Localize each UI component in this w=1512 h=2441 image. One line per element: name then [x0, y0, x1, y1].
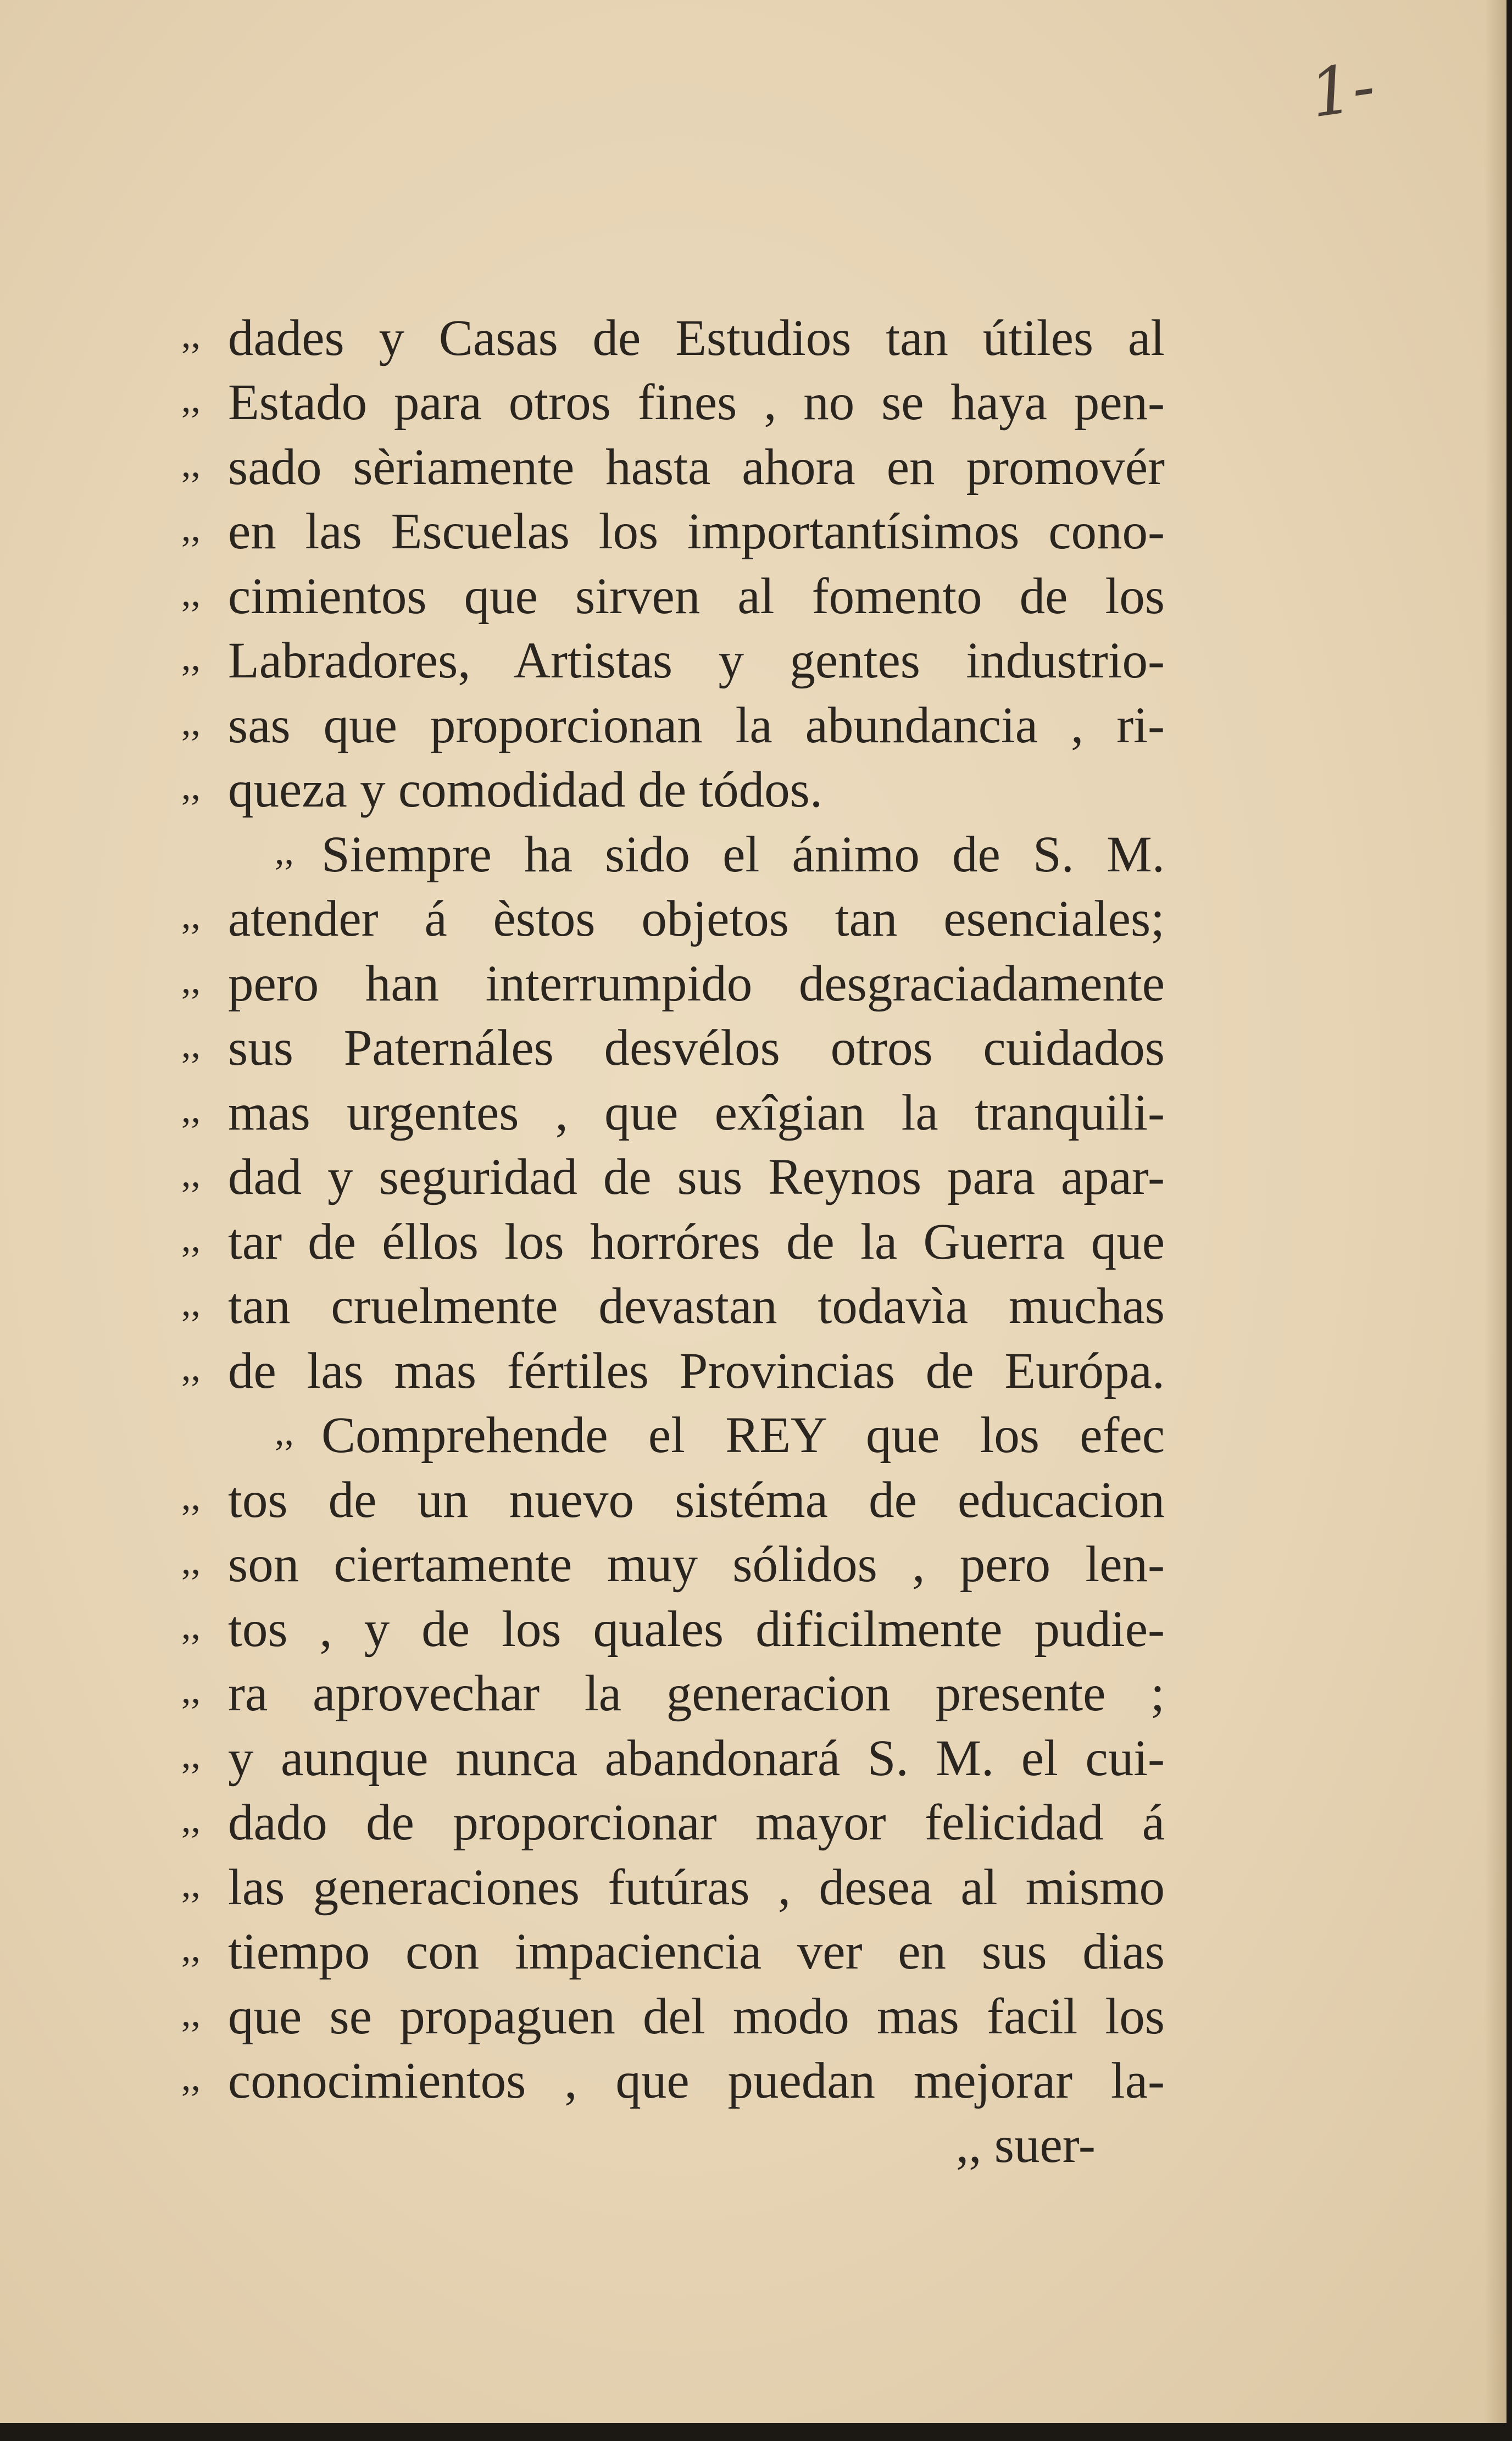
text-line [181, 1273, 1165, 1337]
quote-mark: ,, [181, 636, 201, 679]
line-text: tos de un nuevo sistéma de educacion [228, 1472, 1165, 1528]
line-text: tan cruelmente devastan todavìa muchas [228, 1278, 1165, 1335]
line-text: ra aprovechar la generacion presente ; [228, 1665, 1165, 1722]
text-line [181, 1854, 1165, 1918]
quote-mark: ,, [181, 1282, 201, 1324]
quote-mark: ,, [181, 894, 201, 937]
quote-mark: ,, [275, 830, 294, 872]
line-text: Labradores, Artistas y gentes industrio- [228, 632, 1165, 689]
line-text: Comprehende el REY que los efec [321, 1407, 1165, 1464]
line-text: conocimientos , que puedan mejorar la- [228, 2053, 1165, 2109]
quote-mark: ,, [181, 507, 201, 549]
text-line [181, 1983, 1165, 2047]
quote-mark: ,, [181, 1605, 201, 1647]
line-text: queza y comodidad de tódos. [228, 761, 823, 818]
text-line [181, 950, 1165, 1014]
quote-mark: ,, [181, 378, 201, 420]
line-text: tar de éllos los horróres de la Guerra que [228, 1214, 1165, 1270]
quote-mark: ,, [181, 2056, 201, 2099]
quote-mark: ,, [181, 1088, 201, 1131]
text-line [181, 1467, 1165, 1531]
quote-mark: ,, [181, 701, 201, 743]
quote-mark: ,, [181, 1476, 201, 1518]
quote-mark: ,, [181, 1992, 201, 2034]
text-line [181, 1531, 1165, 1595]
quote-mark: ,, [181, 959, 201, 1002]
line-text: dades y Casas de Estudios tan útiles al [228, 310, 1165, 366]
text-line [181, 369, 1165, 433]
text-line [181, 692, 1165, 756]
text-line [275, 821, 1165, 885]
text-line [181, 757, 1165, 820]
quote-mark: ,, [181, 765, 201, 808]
quote-mark: ,, [275, 1411, 294, 1453]
text-line [181, 498, 1165, 562]
line-text: sado sèriamente hasta ahora en promovér [228, 439, 1165, 496]
text-line [181, 1209, 1165, 1272]
line-text: pero han interrumpido desgraciadamente [228, 955, 1165, 1012]
quote-mark: ,, [181, 1153, 201, 1195]
text-line [181, 1725, 1165, 1789]
line-text: y aunque nunca abandonará S. M. el cui- [228, 1730, 1165, 1787]
line-text: de las mas fértiles Provincias de Európa. [228, 1343, 1165, 1399]
quote-mark: ,, [181, 1863, 201, 1905]
quote-mark: ,, [181, 1347, 201, 1389]
catchword: ,, suer- [956, 2117, 1096, 2173]
text-line [181, 627, 1165, 691]
line-text: tos , y de los quales dificilmente pudie- [228, 1601, 1165, 1658]
line-text: tiempo con impaciencia ver en sus dias [228, 1923, 1165, 1980]
quote-mark: ,, [181, 1540, 201, 1582]
line-text: dad y seguridad de sus Reynos para apar- [228, 1149, 1165, 1205]
line-text: atender á èstos objetos tan esenciales; [228, 891, 1165, 947]
quote-mark: ,, [181, 1217, 201, 1260]
quote-mark: ,, [181, 1734, 201, 1776]
text-line [181, 1789, 1165, 1853]
line-text: que se propaguen del modo mas facil los [228, 1988, 1165, 2045]
line-text: son ciertamente muy sólidos , pero len- [228, 1536, 1165, 1593]
text-line [181, 1919, 1165, 1982]
text-line [181, 1080, 1165, 1143]
line-text: Estado para otros fines , no se haya pen- [228, 374, 1165, 431]
line-text: sus Paternáles desvélos otros cuidados [228, 1020, 1165, 1076]
quote-mark: ,, [181, 443, 201, 485]
text-line [181, 1015, 1165, 1078]
quote-mark: ,, [181, 1798, 201, 1841]
text-line [181, 2048, 1165, 2111]
line-text: Siempre ha sido el ánimo de S. M. [321, 826, 1165, 883]
line-text: las generaciones futúras , desea al mismo [228, 1859, 1165, 1916]
quote-mark: ,, [181, 1669, 201, 1711]
line-text: cimientos que sirven al fomento de los [228, 568, 1165, 625]
page-number: 1- [1305, 48, 1380, 133]
text-line [181, 1144, 1165, 1208]
line-text: en las Escuelas los importantísimos cono- [228, 503, 1165, 560]
text-line [181, 1660, 1165, 1724]
line-text: dado de proporcionar mayor felicidad á [228, 1794, 1165, 1851]
text-line [181, 434, 1165, 498]
quote-mark: ,, [181, 314, 201, 356]
text-line [181, 886, 1165, 949]
text-line [181, 563, 1165, 627]
text-line [181, 1596, 1165, 1660]
quote-mark: ,, [181, 1024, 201, 1066]
line-text: sas que proporcionan la abundancia , ri- [228, 697, 1165, 754]
text-line [181, 1338, 1165, 1402]
quote-mark: ,, [181, 1927, 201, 1970]
text-line [275, 1402, 1165, 1466]
quote-mark: ,, [181, 572, 201, 614]
line-text: mas urgentes , que exîgian la tranquili- [228, 1085, 1165, 1141]
text-line [181, 305, 1165, 369]
